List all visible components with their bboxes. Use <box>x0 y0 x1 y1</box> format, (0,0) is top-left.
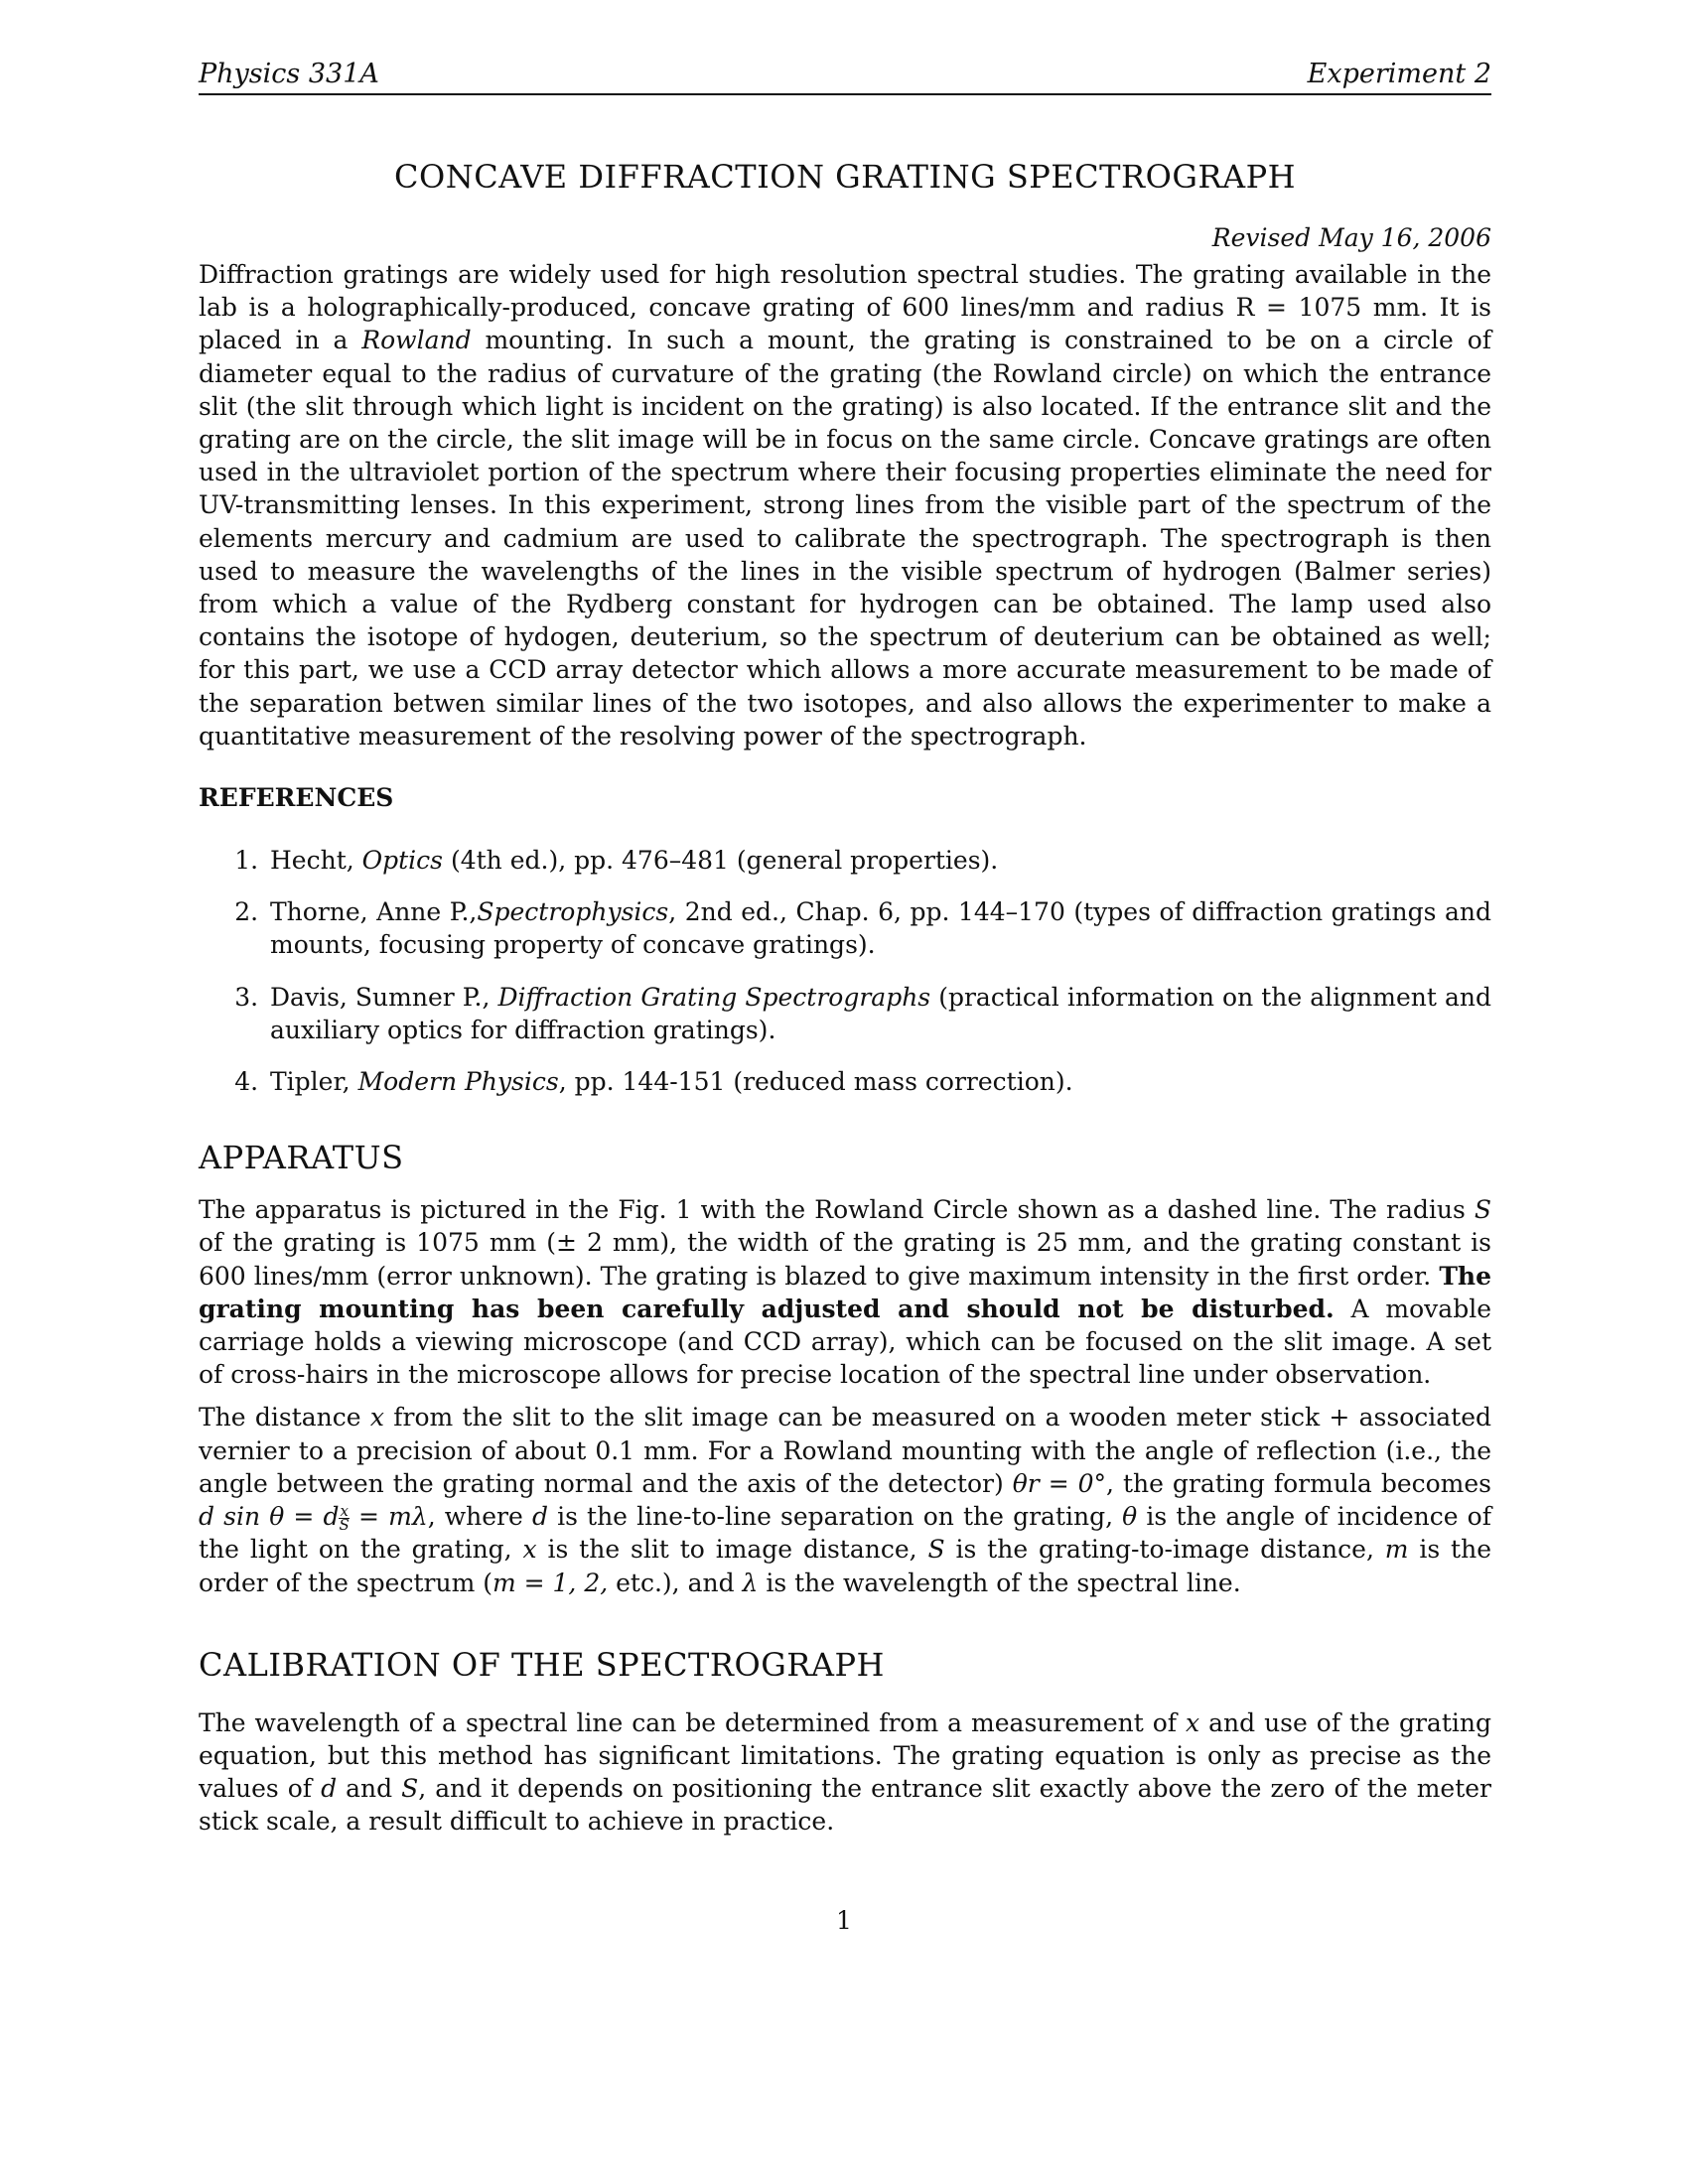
course-label: Physics 331A <box>199 59 379 89</box>
page-number: 1 <box>836 1906 852 1935</box>
intro-paragraph: Diffraction gratings are widely used for high resolution spectral studies. The grating available in the lab is a holographically-produced, concave grating of 600 lines/mm and radius R = 1075 mm. It is placed in a Rowland mounting. In such a mount, the grating is constrained to be on a circle of diameter equal to the radius of curvature of the grating (the Rowland circle) on which the entrance slit (the slit through which light is incident on the grating) is also located. If the entrance slit and the grating are on the circle, the slit image will be in focus on the same circle. Concave gratings are often used in the ultraviolet portion of the spectrum where their focusing properties eliminate the need for UV-transmitting lenses. In this experiment, strong lines from the visible part of the spectrum of the elements mercury and cadmium are used to calibrate the spectrograph. The spectrograph is then used to measure the wavelengths of the lines in the visible spectrum of hydrogen (Balmer series) from which a value of the Rydberg constant for hydrogen can be obtained. The lamp used also contains the isotope of hydogen, deuterium, so the spectrum of deuterium can be obtained as well; for this part, we use a CCD array detector which allows a more accurate measurement to be made of the separation betwen similar lines of the two isotopes, and also allows the experimenter to make a quantitative measurement of the resolving power of the spectrograph. <box>199 260 1491 751</box>
reference-item: 3. Davis, Sumner P., Diffraction Grating Spectrographs (practical information on the alignment and auxiliary optics for diffraction gratings). <box>266 981 1491 1046</box>
experiment-label: Experiment 2 <box>1307 59 1491 89</box>
document-title: CONCAVE DIFFRACTION GRATING SPECTROGRAPH <box>393 158 1297 196</box>
running-header <box>199 58 1491 95</box>
references-heading: REFERENCES <box>199 783 394 813</box>
references-list <box>199 844 1491 1098</box>
revision-date: Revised May 16, 2006 <box>1211 223 1491 252</box>
reference-item: 4. Tipler, Modern Physics, pp. 144-151 (reduced mass correction). <box>266 1065 1491 1098</box>
apparatus-heading: APPARATUS <box>199 1139 404 1177</box>
grating-equation: d sin θ = d $\frac{x}{S}$ = mλ <box>199 1502 428 1535</box>
apparatus-paragraph-2: The distance x from the slit to the slit image can be measured on a wooden meter stick + associated vernier to a precision of about 0.1 mm. For a Rowland mounting with the angle of reflection (i.e., the angle between the grating normal and the axis of the detector) θr = 0°, the grating formula becomes d sin θ = d $\frac{x}{S}$ = mλ, where d is the line-to-line separation on the grating, θ is the angle of incidence of the light on the grating, x is the slit to image distance, S is the grating-to-image distance, m is the order of the spectrum (m = 1, 2, etc.), and λ is the wavelength of the spectral line. <box>199 1403 1492 1597</box>
reference-item: 2. Thorne, Anne P.,Spectrophysics, 2nd ed., Chap. 6, pp. 144–170 (types of diffraction gratings and mounts, focusing property of concave gratings). <box>266 895 1491 961</box>
reference-item: 1. Hecht, Optics (4th ed.), pp. 476–481 (general properties). <box>266 844 1491 877</box>
calibration-heading: CALIBRATION OF THE SPECTROGRAPH <box>199 1645 885 1684</box>
document-page <box>199 58 1491 1839</box>
apparatus-paragraph-1: The apparatus is pictured in the Fig. 1 with the Rowland Circle shown as a dashed line. The radius S of the grating is 1075 mm (± 2 mm), the width of the grating is 25 mm, and the grating constant is 600 lines/mm (error unknown). The grating is blazed to give maximum intensity in the first order. The grating mounting has been carefully adjusted and should not be disturbed. A movable carriage holds a viewing microscope (and CCD array), which can be focused on the slit image. A set of cross-hairs in the microscope allows for precise location of the spectral line under observation. <box>199 1195 1491 1390</box>
calibration-paragraph: The wavelength of a spectral line can be determined from a measurement of x and use of the grating equation, but this method has significant limitations. The grating equation is only as precise as the values of d and S, and it depends on positioning the entrance slit exactly above the zero of the meter stick scale, a result difficult to achieve in practice. <box>199 1707 1492 1837</box>
